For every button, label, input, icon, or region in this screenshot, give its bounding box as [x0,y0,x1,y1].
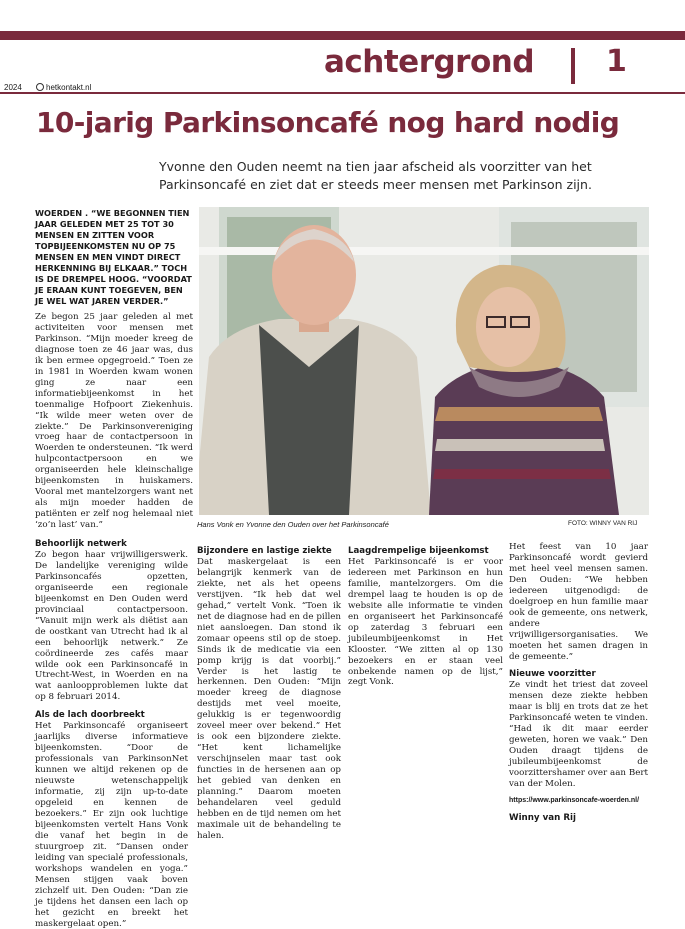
subheading: Behoorlijk netwerk [35,539,127,549]
section-divider [571,48,575,84]
body-paragraph: Zo begon haar vrijwilligerswerk. De landelijke vereniging wilde Parkinsoncafés opzetten, organiseerde een regionale bijeenkomst en Den Ouden werd provinciaal contactpersoon. “Vanuit mijn werk als diëtist aan de oostkant van Utrecht had ik al een behoorlijk netwerk.” Ze coördineerde zes cafés maar wilde ook een Parkinsoncafé in Utrecht-West, in Woerden en na wat aanloopproblemen lukte dat op 8 februari 2014. [35,550,188,703]
lead-paragraph: WOERDEN . “WE BEGONNEN TIEN JAAR GELEDEN MET 25 TOT 30 MENSEN EN ZITTEN VOOR TOPBIJEENKOMSTEN NU OP 75 MENSEN EN MEN VINDT DIRECT HERKENNING BIJ ELKAAR.” TOCH IS DE DREMPEL HOOG. “VOORDAT JE ERAAN KUNT TOEGEVEN, BEN JE WEL WAT JAREN VERDER.” [35,208,192,306]
masthead [0,40,685,92]
column-1-top [35,208,193,531]
subheading: Laagdrempelige bijeenkomst [348,546,489,556]
author-name: Winny van Rij [509,812,576,823]
body-paragraph: Dat maskergelaat is een belangrijk kenmerk van de ziekte, net als het opeens verstijven. “Ik heb dat wel gehad,” vertelt Vonk. “Toen ik net de diagnose had en de pillen niet aansloegen. Dan stond ik zomaar opeens stil op de stoep. Sinds ik de medicatie via een pomp krijg is dat voorbij.” Verder is het lastig te herkennen. Den Ouden: “Mijn moeder kreeg de diagnose destijds met veel moeite, gelukkig is er tegenwoordig zoveel meer over bekend.” Het is ook een bijzondere ziekte. “Het kent lichamelijke verschijnselen maar tast ook functies in de hersenen aan op het gebied van denken en planning.” Daarom moeten behandelaren veel geduld hebben en de tijd nemen om het maximale uit de behandeling te halen. [197,557,341,841]
body-paragraph: Het feest van 10 jaar Parkinsoncafé wordt gevierd met heel veel mensen samen. Den Ouden: “We hebben iedereen uitgenodigd: de doelgroep en hun familie maar ook de gemeente, ons netwerk, andere vrijwilligersorganisaties. We moeten het samen dragen in de gemeente.” [509,542,648,662]
column-3 [348,542,503,688]
photo-illustration [199,207,649,515]
photo-credit: FOTO: WINNY VAN RIJ [568,520,638,527]
section-title: achtergrond [324,44,535,80]
article-photo [199,207,649,515]
subheading: Als de lach doorbreekt [35,710,145,721]
intro-text: Yvonne den Ouden neemt na tien jaar afscheid als voorzitter van het Parkinsoncafé en ziet dat er steeds meer mensen met Parkinson zijn. [159,159,592,192]
subheading: Nieuwe voorzitter [509,669,596,680]
body-paragraph: Het Parkinsoncafé organiseert jaarlijks diverse informatieve bijeenkomsten. “Door de professionals van ParkinsonNet kunnen we altijd rekenen op de nieuwste wetenschappelijk informatie, zij zijn up-to-date opgeleid en kennen de bezoekers.” Er zijn ook luchtige bijeenkomsten vertelt Hans Vonk die vanaf het begin in de stuurgroep zit. “Dansen onder leiding van specialé professionals, workshops wandelen en yoga.” Mensen stijgen vaak boven zichzelf uit. Den Ouden: “Dan zie je tijdens het dansen een lach op het gezicht en breekt het maskergelaat open.” [35,721,188,929]
column-4 [509,542,648,824]
column-2 [197,542,341,842]
page-number: 1 [606,44,627,79]
body-paragraph: Het Parkinsoncafé is er voor iedereen met Parkinson en hun familie, mantelzorgers. Om die drempel laag te houden is op de website alle informatie te vinden en organiseert het Parkinsoncafé op zaterdag 3 februari een jubileumbijeenkomst in Het Klooster. “We zitten al op 130 bezoekers en er staan veel onbekende namen op de lijst,” zegt Vonk. [348,557,503,688]
globe-icon [36,83,44,91]
subheading: Bijzondere en lastige ziekte [197,546,332,556]
top-color-band [0,31,685,40]
headline: 10-jarig Parkinsoncafé nog hard nodig [36,106,620,139]
site-name: hetkontakt.nl [46,83,92,92]
column-1-bottom [35,535,188,929]
website-link[interactable]: https://www.parkinsoncafe-woerden.nl/ [509,797,640,805]
body-paragraph: Ze vindt het triest dat zoveel mensen deze ziekte hebben maar is blij en trots dat ze het Parkinsoncafé weten te vinden. “Had ik dit maar eerder geweten, horen we vaak.” Den Ouden draagt tijdens de jubileumbijeenkomst de voorzittershamer over aan Bert van der Molen. [509,680,648,790]
site-link[interactable] [36,83,91,92]
body-paragraph: Ze begon 25 jaar geleden al met activiteiten voor mensen met Parkinson. “Mijn moeder kreeg de diagnose toen ze 46 jaar was, dus ik ben ermee opgegroeid.” Toen ze in 1981 in Woerden kwam wonen ging ze naar een informatiebijeenkomst in het toenmalige Hofpoort Ziekenhuis. “Ik wilde meer weten over de ziekte.” De Parkinsonvereniging vroeg haar de contactpersoon in Woerden te ondersteunen. “Ik werd hulpcontactpersoon en we organiseerden hele kleinschalige bijeenkomsten in huiskamers. Vooral met mantelzorgers want net als mijn moeder hadden de patiënten er zelf nog helemaal niet ‘zo’n last’ van.” [35,312,193,531]
masthead-rule [0,92,685,94]
photo-caption: Hans Vonk en Yvonne den Ouden over het Parkinsoncafé [197,520,389,529]
issue-year: 2024 [4,83,22,92]
